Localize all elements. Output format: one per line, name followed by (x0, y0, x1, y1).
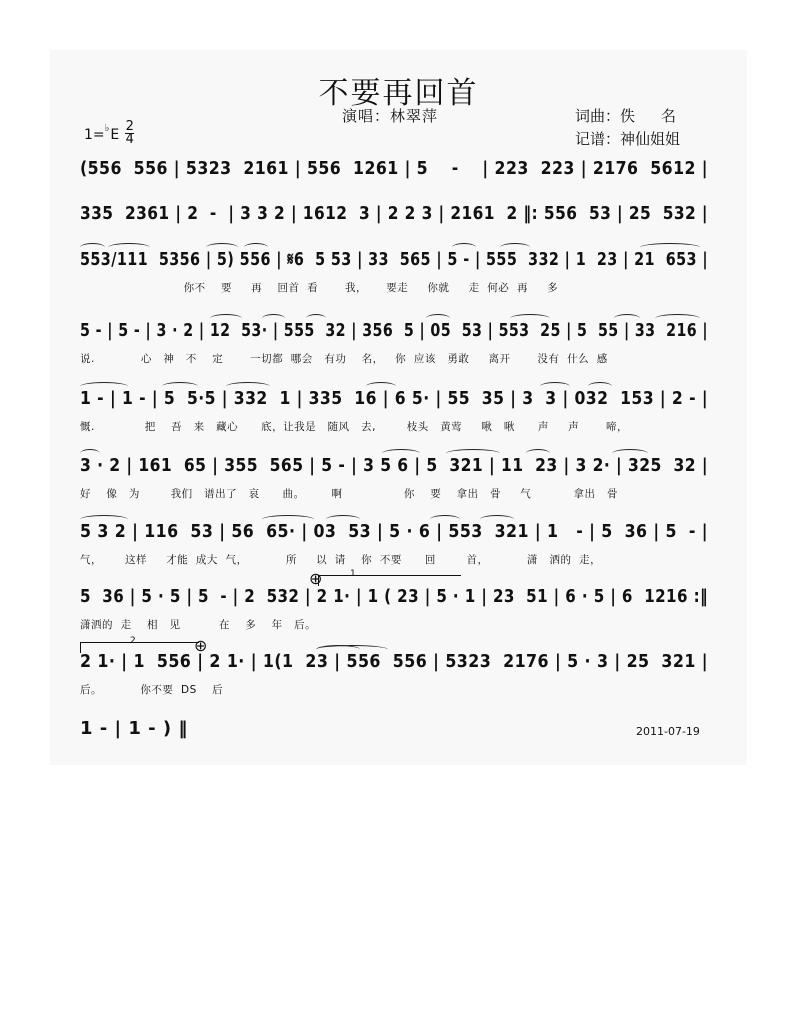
slur-mark (612, 449, 648, 458)
singer-credit: 演唱：林翠萍 (342, 107, 439, 125)
notation-line: 553/111 5356 | 5) 556 | 𝄋6 5 53 | 33 565 | 5 - | 555 332 | 1 23 | 21 653 | (80, 249, 708, 270)
score-row-5 (80, 388, 708, 409)
notator-credit: 记谱：神仙姐姐 (575, 130, 681, 148)
slur-mark (382, 449, 420, 458)
coda-icon: ⊕ (309, 569, 323, 588)
slur-mark (80, 243, 105, 252)
lyric-line-4: 说. 心 神 不 定 一切都 哪会 有功 名， 你 应该 勇敢 离开 没有 什么 感 (80, 353, 608, 365)
slur-mark (640, 243, 700, 252)
ending-bracket-2 (80, 642, 199, 653)
key-prefix: 1= (84, 127, 105, 143)
flat-icon: ♭ (104, 123, 110, 134)
slur-mark (426, 314, 450, 323)
ending-bracket-1 (318, 575, 461, 586)
lyric-line-6: 好 像 为 我们 谱出了 哀 曲。 啊 你 要 拿出 骨 气 拿出 骨 (80, 488, 619, 500)
score-row-3 (80, 249, 708, 270)
slur-mark (500, 243, 530, 252)
score-row-4 (80, 320, 708, 341)
slur-mark (306, 314, 326, 323)
slur-mark (326, 515, 360, 524)
composer-credit (575, 105, 676, 126)
score-row-2 (80, 203, 708, 224)
lyric-line-8: 潇洒的 走 相 见 在 多 年 后。 (80, 619, 317, 631)
time-bottom: 4 (125, 132, 134, 147)
ending-label-2: 2 (130, 636, 136, 646)
lyric-line-9: 后。 你不要 DS 后 (80, 684, 224, 696)
notation-line: 5 - | 5 - | 3 · 2 | 12 53· | 555 32 | 356 5 | 05 53 | 553 25 | 5 55 | 33 216 | (80, 320, 708, 341)
slur-mark (452, 243, 476, 252)
notation-line: 5 36 | 5 · 5 | 5 - | 2 532 | 2 1· | 1 ( 23 | 5 · 1 | 23 51 | 6 · 5 | 6 1216 :‖ (80, 586, 708, 607)
slur-mark (244, 243, 268, 252)
lyric-line-5: 慨. 把 吾 来 藏心 底，让我是 随风 去, 枝头 黄莺 啾 啾 声 声 啼， (80, 421, 628, 433)
notation-line: 335 2361 | 2 - | 3 3 2 | 1612 3 | 2 2 3 | 2161 2 ‖: 556 53 | 25 532 | (80, 203, 708, 224)
slur-mark (316, 645, 360, 654)
notation-line: 1 - | 1 - | 5 5·5 | 332 1 | 335 16 | 6 5· | 55 35 | 3 3 | 032 153 | 2 - | (80, 388, 708, 409)
score-row-8 (80, 586, 708, 607)
slur-mark (655, 314, 700, 323)
coda-icon-2: ⊕ (194, 636, 208, 655)
slur-mark (80, 382, 128, 391)
slur-mark (80, 515, 128, 524)
slur-mark (480, 515, 514, 524)
slur-mark (108, 243, 150, 252)
notation-line: 2 1· | 1 556 | 2 1· | 1(1 23 | 556 556 | 5323 2176 | 5 · 3 | 25 321 | (80, 651, 708, 672)
slur-mark (614, 314, 640, 323)
lyric-line-7: 气， 这样 才能 成大 气， 所 以 请 你 不要 回 首， 潇 洒的 走， (80, 554, 602, 566)
composer-name: 名 (661, 107, 677, 125)
slur-mark (262, 515, 314, 524)
notation-line: 5 3 2 | 116 53 | 56 65· | 03 53 | 5 · 6 | 553 321 | 1 - | 5 36 | 5 - | (80, 521, 708, 542)
score-row-7 (80, 521, 708, 542)
slur-mark (226, 382, 270, 391)
song-title: 不要再回首 (318, 76, 479, 111)
notation-line: (556 556 | 5323 2161 | 556 1261 | 5 - | 223 223 | 2176 5612 | (80, 158, 708, 179)
slur-mark (446, 449, 500, 458)
score-row-10 (80, 718, 708, 739)
composer-label: 词曲：佚 (575, 107, 636, 125)
key-signature (84, 119, 134, 147)
key-note: E (110, 127, 120, 143)
slur-mark (80, 449, 100, 458)
lyric-line-3: 你不 要 再 回首 看 我， 要走 你就 走 何必 再 多 (80, 282, 559, 294)
slur-mark (206, 243, 238, 252)
date-stamp: 2011-07-19 (636, 725, 700, 738)
slur-mark (162, 382, 198, 391)
notation-line: 3 · 2 | 161 65 | 355 565 | 5 - | 3 5 6 | 5 321 | 11 23 | 3 2· | 325 32 | (80, 455, 708, 476)
slur-mark (262, 314, 285, 323)
slur-mark (210, 314, 242, 323)
score-row-9 (80, 651, 708, 672)
time-signature (125, 121, 134, 146)
ending-label-1: 1 (350, 569, 356, 579)
time-top: 2 (125, 119, 134, 134)
slur-mark (510, 314, 550, 323)
slur-mark (540, 382, 570, 391)
notation-line: 1 - | 1 - ) ‖ (80, 718, 188, 739)
slur-mark (526, 449, 550, 458)
score-row-6 (80, 455, 708, 476)
slur-mark (366, 382, 396, 391)
slur-mark (430, 515, 460, 524)
slur-mark (588, 382, 612, 391)
score-row-1 (80, 158, 708, 179)
